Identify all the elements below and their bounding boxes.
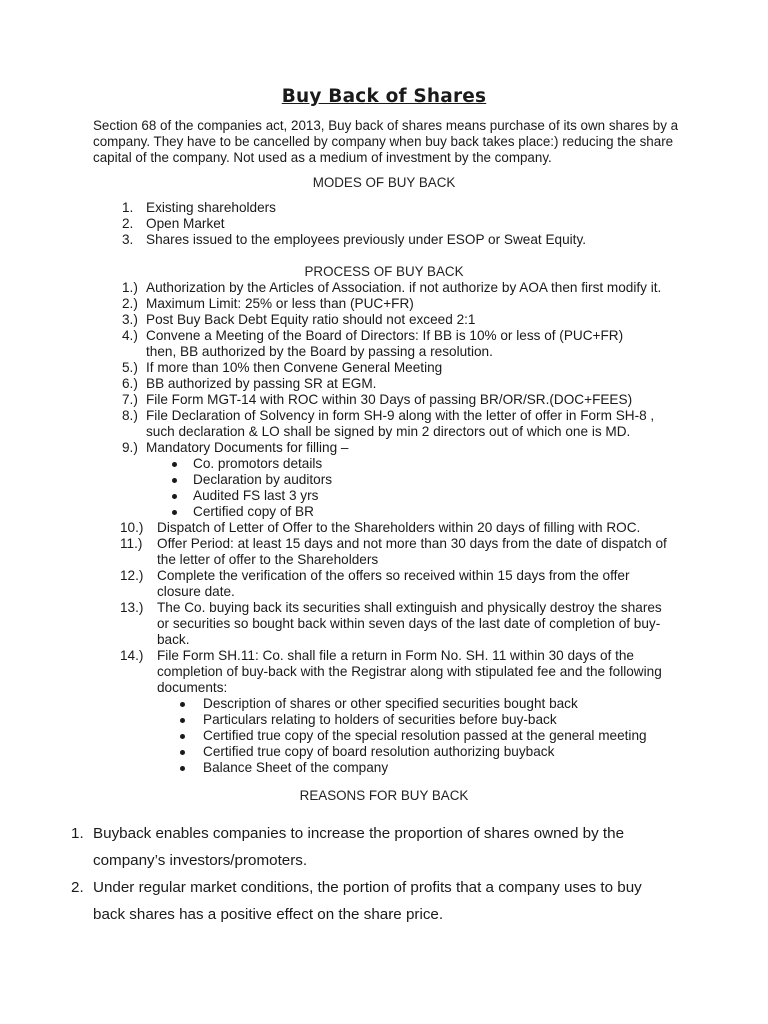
step9-bullet-text: Co. promotors details [193,456,323,471]
intro-paragraph: Section 68 of the companies act, 2013, Buy back of shares means purchase of its own shares by a company. They have to be cancelled by company when buy back takes place:) reducing the share capital of the company. Not used as a medium of investment by the company. [93,118,679,165]
process-step-text: Complete the verification of the offers so received within 15 days from the offer [157,568,630,583]
bullet-icon [180,750,185,755]
process-step-text: documents: [157,680,228,695]
bullet-icon [172,478,177,483]
process-step-text: Offer Period: at least 15 days and not more than 30 days from the date of dispatch of [157,536,667,551]
reason-text: Under regular market conditions, the portion of profits that a company uses to buy [93,879,642,896]
modes-item-number: 3. [122,232,134,247]
process-step-text: then, BB authorized by the Board by passing a resolution. [146,344,493,359]
process-step-text: File Form SH.11: Co. shall file a return in Form No. SH. 11 within 30 days of the [157,648,634,663]
reason-text: company’s investors/promoters. [93,852,308,869]
process-step-text: If more than 10% then Convene General Meeting [146,360,443,375]
process-step-number: 12.) [120,568,144,583]
modes-item-text: Shares issued to the employees previously under ESOP or Sweat Equity. [146,232,587,247]
reason-text: Buyback enables companies to increase the proportion of shares owned by the [93,825,625,842]
process-step-number: 9.) [122,440,138,455]
modes-item-text: Open Market [146,216,225,231]
process-step-number: 2.) [122,296,138,311]
step14-bullet-text: Description of shares or other specified securities bought back [203,696,578,711]
process-step-text: File Declaration of Solvency in form SH-9 along with the letter of offer in Form SH-8 , [146,408,655,423]
process-step-text: back. [157,632,190,647]
process-step-text: Authorization by the Articles of Association. if not authorize by AOA then first modify it. [146,280,662,295]
process-step-text: completion of buy-back with the Registrar along with stipulated fee and the following [157,664,662,679]
process-step-number: 10.) [120,520,144,535]
step9-bullet-text: Audited FS last 3 yrs [193,488,319,503]
modes-item-text: Existing shareholders [146,200,276,215]
process-step-text: Dispatch of Letter of Offer to the Shareholders within 20 days of filling with ROC. [157,520,641,535]
process-step-text: File Form MGT-14 with ROC within 30 Days of passing BR/OR/SR.(DOC+FEES) [146,392,633,407]
process-step-text: closure date. [157,584,235,599]
bullet-icon [180,766,185,771]
bullet-icon [180,718,185,723]
bullet-icon [172,462,177,467]
process-step-text: BB authorized by passing SR at EGM. [146,376,377,391]
bullet-icon [172,510,177,515]
reasons-heading: REASONS FOR BUY BACK [299,788,469,803]
modes-item-number: 1. [122,200,134,215]
step9-bullet-text: Certified copy of BR [193,504,314,519]
process-step-number: 7.) [122,392,138,407]
modes-heading: MODES OF BUY BACK [312,175,456,190]
process-step-number: 14.) [120,648,144,663]
process-step-text: or securities so bought back within seven days of the last date of completion of buy- [157,616,661,631]
modes-item-number: 2. [122,216,134,231]
bullet-icon [180,702,185,707]
process-step-text: Mandatory Documents for filling – [146,440,349,455]
bullet-icon [172,494,177,499]
step14-bullet-text: Particulars relating to holders of securities before buy-back [203,712,557,727]
process-step-number: 13.) [120,600,144,615]
process-step-number: 6.) [122,376,138,391]
step9-bullet-text: Declaration by auditors [193,472,333,487]
step14-bullet-text: Certified true copy of the special resolution passed at the general meeting [203,728,647,743]
step14-bullet-text: Balance Sheet of the company [203,760,389,775]
process-step-text: Post Buy Back Debt Equity ratio should not exceed 2:1 [146,312,476,327]
step14-bullet-text: Certified true copy of board resolution authorizing buyback [203,744,555,759]
process-heading: PROCESS OF BUY BACK [304,264,464,279]
process-step-number: 8.) [122,408,138,423]
reason-number: 1. [71,825,84,842]
process-step-text: Convene a Meeting of the Board of Directors: If BB is 10% or less of (PUC+FR) [146,328,624,343]
process-step-number: 1.) [122,280,138,295]
process-step-text: The Co. buying back its securities shall extinguish and physically destroy the shares [157,600,662,615]
reason-text: back shares has a positive effect on the share price. [93,906,444,923]
process-step-text: the letter of offer to the Shareholders [157,552,379,567]
process-step-number: 11.) [120,536,143,551]
process-step-text: Maximum Limit: 25% or less than (PUC+FR) [146,296,414,311]
process-step-number: 4.) [122,328,138,343]
process-step-text: such declaration & LO shall be signed by min 2 directors out of which one is MD. [146,424,631,439]
process-step-number: 3.) [122,312,138,327]
process-step-number: 5.) [122,360,138,375]
document-title: Buy Back of Shares [281,86,487,107]
reason-number: 2. [71,879,84,896]
bullet-icon [180,734,185,739]
